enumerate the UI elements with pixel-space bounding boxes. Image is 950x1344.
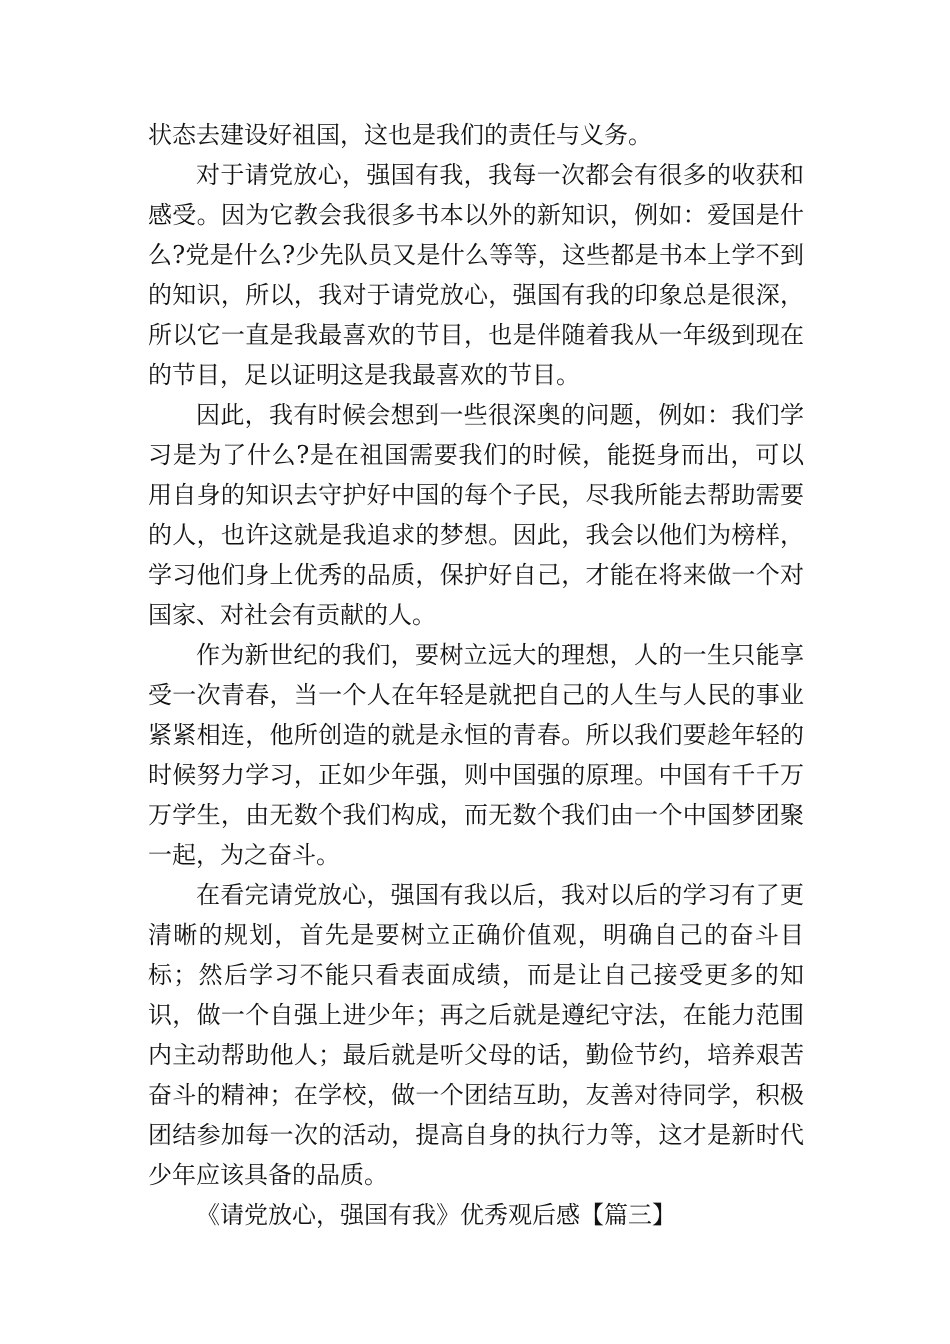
paragraph-1: 状态去建设好祖国，这也是我们的责任与义务。 [148, 121, 652, 149]
section-heading: 《请党放心，强国有我》优秀观后感【篇三】 [196, 1201, 676, 1229]
paragraph-3: 因此，我有时候会想到一些很深奥的问题，例如：我们学习是为了什么?是在祖国需要我们的时候，能挺身而出，可以用自身的知识去守护好中国的每个子民，尽我所能去帮助需要的人，也许这就是我追求的梦想。因此，我会以他们为榜样，学习他们身上优秀的品质，保护好自己，才能在将来做一个对国家、对社会有贡献的人。 [148, 401, 804, 629]
document-page [148, 115, 804, 1235]
paragraph-2: 对于请党放心，强国有我，我每一次都会有很多的收获和感受。因为它教会我很多书本以外的新知识，例如：爱国是什么?党是什么?少先队员又是什么等等，这些都是书本上学不到的知识，所以，我对于请党放心，强国有我的印象总是很深，所以它一直是我最喜欢的节目，也是伴随着我从一年级到现在的节目，足以证明这是我最喜欢的节目。 [148, 161, 804, 389]
paragraph-5: 在看完请党放心，强国有我以后，我对以后的学习有了更清晰的规划，首先是要树立正确价值观，明确自己的奋斗目标；然后学习不能只看表面成绩，而是让自己接受更多的知识，做一个自强上进少年；再之后就是遵纪守法，在能力范围内主动帮助他人；最后就是听父母的话，勤俭节约，培养艰苦奋斗的精神；在学校，做一个团结互助，友善对待同学，积极团结参加每一次的活动，提高自身的执行力等，这才是新时代少年应该具备的品质。 [148, 881, 804, 1189]
paragraph-4: 作为新世纪的我们，要树立远大的理想，人的一生只能享受一次青春，当一个人在年轻是就把自己的人生与人民的事业紧紧相连，他所创造的就是永恒的青春。所以我们要趁年轻的时候努力学习，正如少年强，则中国强的原理。中国有千千万万学生，由无数个我们构成，而无数个我们由一个中国梦团聚一起，为之奋斗。 [148, 641, 804, 869]
